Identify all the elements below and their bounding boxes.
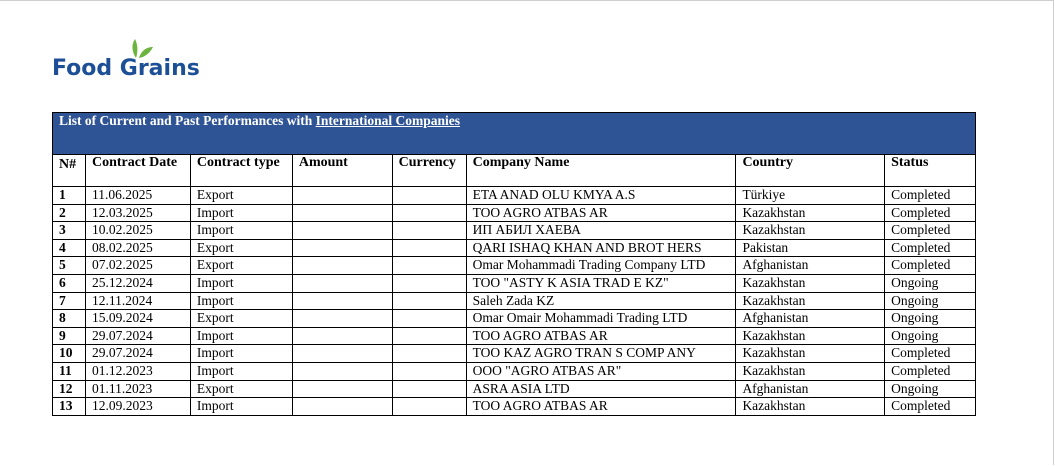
contract-type-cell: Import: [190, 274, 292, 292]
table-title-link[interactable]: International Companies: [315, 113, 460, 128]
column-header: Currency: [392, 155, 466, 187]
company-name-cell: TOO AGRO ATBAS AR: [466, 204, 736, 222]
company-name-cell: Omar Omair Mohammadi Trading LTD: [466, 310, 736, 328]
country-cell: Kazakhstan: [736, 222, 885, 240]
amount-cell: [292, 292, 392, 310]
table-title-row: [53, 113, 976, 155]
table-row: [53, 222, 976, 240]
contract-type-cell: Import: [190, 292, 292, 310]
table-row: [53, 204, 976, 222]
row-number-cell: 10: [53, 345, 86, 363]
status-cell: Completed: [885, 222, 976, 240]
company-name-cell: ETA ANAD OLU KMYA A.S: [466, 187, 736, 205]
amount-cell: [292, 204, 392, 222]
status-cell: Ongoing: [885, 310, 976, 328]
contract-date-cell: 01.11.2023: [85, 380, 190, 398]
table-row: [53, 257, 976, 275]
amount-cell: [292, 345, 392, 363]
currency-cell: [392, 222, 466, 240]
status-cell: Ongoing: [885, 327, 976, 345]
currency-cell: [392, 239, 466, 257]
status-cell: Completed: [885, 187, 976, 205]
company-name-cell: Saleh Zada KZ: [466, 292, 736, 310]
contract-type-cell: Import: [190, 345, 292, 363]
contract-date-cell: 11.06.2025: [85, 187, 190, 205]
country-cell: Kazakhstan: [736, 398, 885, 416]
row-number-cell: 6: [53, 274, 86, 292]
country-cell: Afghanistan: [736, 310, 885, 328]
status-cell: Completed: [885, 239, 976, 257]
contract-type-cell: Export: [190, 380, 292, 398]
country-cell: Kazakhstan: [736, 345, 885, 363]
contract-date-cell: 01.12.2023: [85, 362, 190, 380]
company-logo: [52, 38, 232, 88]
amount-cell: [292, 222, 392, 240]
row-number-cell: 7: [53, 292, 86, 310]
currency-cell: [392, 362, 466, 380]
country-cell: Afghanistan: [736, 380, 885, 398]
contract-type-cell: Export: [190, 187, 292, 205]
row-number-cell: 3: [53, 222, 86, 240]
contract-date-cell: 07.02.2025: [85, 257, 190, 275]
column-header: Status: [885, 155, 976, 187]
currency-cell: [392, 345, 466, 363]
country-cell: Afghanistan: [736, 257, 885, 275]
contract-date-cell: 29.07.2024: [85, 327, 190, 345]
contract-type-cell: Export: [190, 310, 292, 328]
row-number-cell: 12: [53, 380, 86, 398]
country-cell: Kazakhstan: [736, 362, 885, 380]
row-number-cell: 13: [53, 398, 86, 416]
country-cell: Kazakhstan: [736, 327, 885, 345]
currency-cell: [392, 204, 466, 222]
status-cell: Completed: [885, 257, 976, 275]
table-row: [53, 274, 976, 292]
contract-type-cell: Import: [190, 327, 292, 345]
currency-cell: [392, 310, 466, 328]
logo-text: Food Grains: [52, 56, 200, 81]
company-name-cell: TOO AGRO ATBAS AR: [466, 327, 736, 345]
currency-cell: [392, 327, 466, 345]
currency-cell: [392, 257, 466, 275]
currency-cell: [392, 187, 466, 205]
currency-cell: [392, 274, 466, 292]
contract-type-cell: Import: [190, 398, 292, 416]
row-number-cell: 1: [53, 187, 86, 205]
amount-cell: [292, 362, 392, 380]
table-row: [53, 310, 976, 328]
status-cell: Completed: [885, 398, 976, 416]
company-name-cell: QARI ISHAQ KHAN AND BROT HERS: [466, 239, 736, 257]
table-title-text: List of Current and Past Performances with: [59, 113, 316, 128]
status-cell: Completed: [885, 362, 976, 380]
table-row: [53, 327, 976, 345]
amount-cell: [292, 380, 392, 398]
company-name-cell: Omar Mohammadi Trading Company LTD: [466, 257, 736, 275]
company-name-cell: TOO AGRO ATBAS AR: [466, 398, 736, 416]
column-header: Country: [736, 155, 885, 187]
amount-cell: [292, 310, 392, 328]
table-row: [53, 239, 976, 257]
currency-cell: [392, 380, 466, 398]
status-cell: Completed: [885, 345, 976, 363]
company-name-cell: ИП АБИЛ ХАЕВА: [466, 222, 736, 240]
table-row: [53, 380, 976, 398]
country-cell: Türkiye: [736, 187, 885, 205]
amount-cell: [292, 274, 392, 292]
contract-type-cell: Export: [190, 257, 292, 275]
column-header: N#: [53, 155, 86, 187]
contract-date-cell: 08.02.2025: [85, 239, 190, 257]
row-number-cell: 9: [53, 327, 86, 345]
currency-cell: [392, 292, 466, 310]
table-row: [53, 292, 976, 310]
contract-type-cell: Import: [190, 222, 292, 240]
table-row: [53, 362, 976, 380]
currency-cell: [392, 398, 466, 416]
table-row: [53, 398, 976, 416]
country-cell: Kazakhstan: [736, 204, 885, 222]
contract-date-cell: 25.12.2024: [85, 274, 190, 292]
contract-date-cell: 10.02.2025: [85, 222, 190, 240]
table-body: [53, 187, 976, 416]
status-cell: Ongoing: [885, 274, 976, 292]
row-number-cell: 8: [53, 310, 86, 328]
column-header: Company Name: [466, 155, 736, 187]
table-row: [53, 345, 976, 363]
company-name-cell: OOO "AGRO ATBAS AR": [466, 362, 736, 380]
row-number-cell: 5: [53, 257, 86, 275]
row-number-cell: 2: [53, 204, 86, 222]
performance-table: [52, 112, 976, 416]
contract-date-cell: 12.09.2023: [85, 398, 190, 416]
column-header: Contract type: [190, 155, 292, 187]
amount-cell: [292, 398, 392, 416]
amount-cell: [292, 257, 392, 275]
company-name-cell: TOO "ASTY K ASIA TRAD E KZ": [466, 274, 736, 292]
amount-cell: [292, 327, 392, 345]
row-number-cell: 4: [53, 239, 86, 257]
status-cell: Ongoing: [885, 380, 976, 398]
company-name-cell: TOO KAZ AGRO TRAN S COMP ANY: [466, 345, 736, 363]
table-row: [53, 187, 976, 205]
contract-date-cell: 12.03.2025: [85, 204, 190, 222]
status-cell: Completed: [885, 204, 976, 222]
country-cell: Pakistan: [736, 239, 885, 257]
amount-cell: [292, 239, 392, 257]
contract-date-cell: 29.07.2024: [85, 345, 190, 363]
row-number-cell: 11: [53, 362, 86, 380]
contract-date-cell: 15.09.2024: [85, 310, 190, 328]
amount-cell: [292, 187, 392, 205]
column-header: Amount: [292, 155, 392, 187]
country-cell: Kazakhstan: [736, 274, 885, 292]
column-header: Contract Date: [85, 155, 190, 187]
contract-type-cell: Export: [190, 239, 292, 257]
table-title: [53, 113, 976, 155]
contract-type-cell: Import: [190, 362, 292, 380]
company-name-cell: ASRA ASIA LTD: [466, 380, 736, 398]
contract-type-cell: Import: [190, 204, 292, 222]
country-cell: Kazakhstan: [736, 292, 885, 310]
contract-date-cell: 12.11.2024: [85, 292, 190, 310]
status-cell: Ongoing: [885, 292, 976, 310]
table-header-row: [53, 155, 976, 187]
